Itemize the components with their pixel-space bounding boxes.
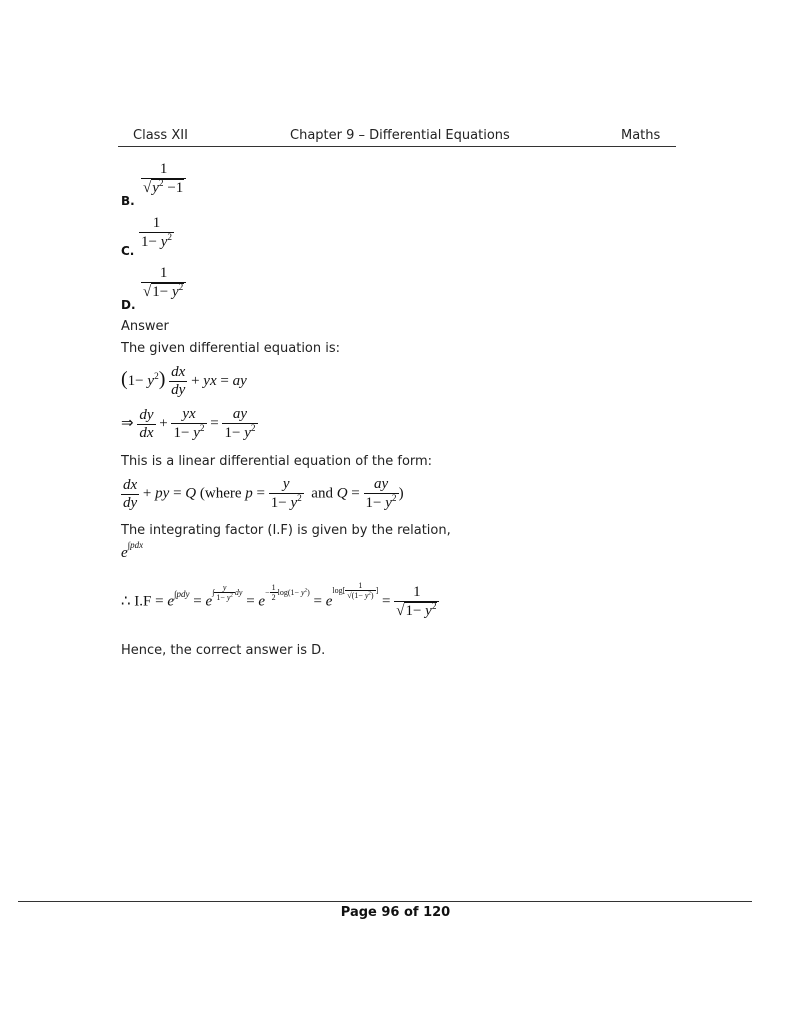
equation-4: $e^{\int pdx}$ bbox=[121, 540, 144, 561]
option-b-label: B. bbox=[121, 194, 135, 208]
footer-rule bbox=[18, 901, 752, 902]
equation-5: ∴ $I.F = e^{\int pdy} = e^{\int \frac{y}{1- y^2} dy} = e^{- \frac{1}{2} log(1- y^2)} = e^{log[ \frac{1}{√(1- y^2)} ]}$ = $\frac{1}{√1- y^2}$ bbox=[121, 584, 439, 621]
header-subject: Maths bbox=[621, 128, 661, 143]
option-c-fraction: $\frac{1}{1- y^2}$ bbox=[141, 215, 173, 251]
option-c-label: C. bbox=[121, 244, 135, 258]
equation-2: ⇒ $\frac{dy}{dx}$ + $\frac{yx}{1- y^2}$ = $\frac{ay}{1- y^2}$ bbox=[121, 406, 256, 442]
option-b-fraction: $\frac{1}{√y^2 -1}$ bbox=[141, 161, 186, 198]
conclusion-text: Hence, the correct answer is D. bbox=[121, 643, 326, 658]
header-chapter: Chapter 9 – Differential Equations bbox=[290, 128, 510, 143]
intro-text: The given differential equation is: bbox=[121, 341, 341, 356]
option-d-label: D. bbox=[121, 298, 136, 312]
answer-heading: Answer bbox=[121, 319, 169, 334]
header-class: Class XII bbox=[133, 128, 188, 143]
page-number: Page 96 of 120 bbox=[340, 905, 451, 920]
header-rule bbox=[118, 146, 676, 147]
if-text: The integrating factor (I.F) is given by the relation, bbox=[121, 523, 451, 538]
option-d-fraction: $\frac{1}{√1- y^2}$ bbox=[141, 265, 186, 302]
linear-text: This is a linear differential equation of the form: bbox=[121, 454, 433, 469]
equation-1: $(1- y^2)$ $\frac{dx}{dy}$ + yx = ay bbox=[121, 364, 247, 399]
equation-3: $\frac{dx}{dy}$ + py = Q (where p = $\frac{y}{1- y^2}$ and Q = $\frac{ay}{1- y^2}$ ) bbox=[123, 476, 404, 512]
